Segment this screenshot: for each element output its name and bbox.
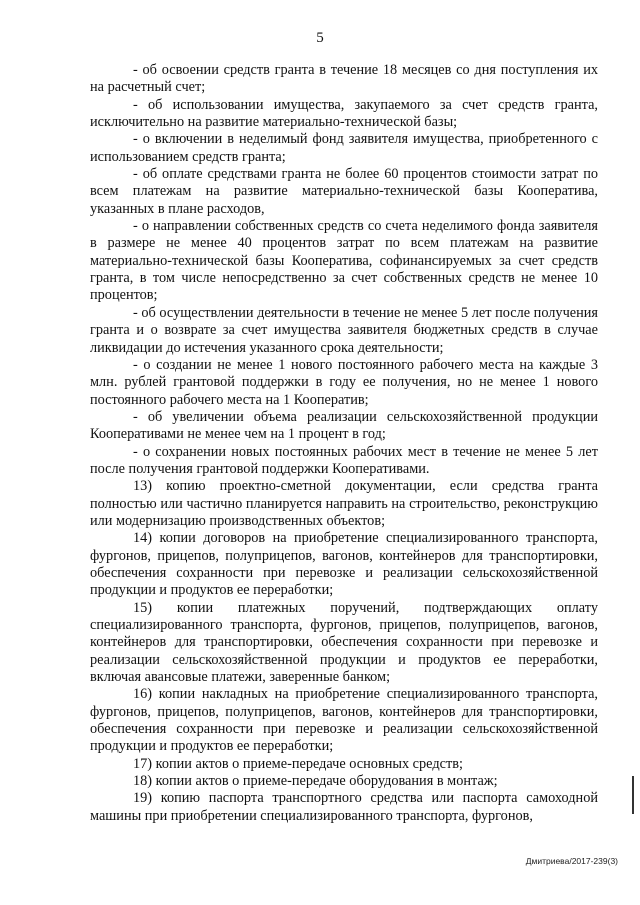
paragraph: - об освоении средств гранта в течение 18 месяцев со дня поступления их на расчетный счет; bbox=[90, 62, 598, 96]
paragraph: - об увеличении объема реализации сельскохозяйственной продукции Кооперативами не менее чем на 1 процент в год; bbox=[90, 408, 598, 443]
paragraph: - о создании не менее 1 нового постоянного рабочего места на каждые 3 млн. рублей грантовой поддержки в году ее получения, но не менее 1 нового постоянного рабочего места на 1 Кооператив; bbox=[90, 356, 598, 408]
scan-edge-mark bbox=[632, 776, 634, 814]
paragraph: 15) копии платежных поручений, подтверждающих оплату специализированного транспорта, фургонов, прицепов, полуприцепов, вагонов, контейнеров для транспортировки, обеспечения сохранности при перевозке и реализации сельскохозяйственной продукции и продуктов ее переработки, включая авансовые платежи, заверенные банком; bbox=[90, 599, 598, 686]
paragraph: - об осуществлении деятельности в течение не менее 5 лет после получения гранта и о возврате за счет имущества заявителя бюджетных средств в случае ликвидации до истечения указанного срока деятельности; bbox=[90, 304, 598, 356]
footer-document-code: Дмитриева/2017-239(3) bbox=[525, 856, 618, 866]
paragraph: - о сохранении новых постоянных рабочих мест в течение не менее 5 лет после получения грантовой поддержки Кооперативами. bbox=[90, 443, 598, 477]
paragraph: - о включении в неделимый фонд заявителя имущества, приобретенного с использованием средств гранта; bbox=[90, 131, 598, 165]
page-number: 5 bbox=[316, 30, 324, 46]
paragraph: 18) копии актов о приеме-передаче оборудования в монтаж; bbox=[133, 773, 498, 790]
paragraph: - об использовании имущества, закупаемого за счет средств гранта, исключительно на развитие материально-технической базы; bbox=[90, 96, 598, 131]
paragraph: 16) копии накладных на приобретение специализированного транспорта, фургонов, прицепов, полуприцепов, вагонов, контейнеров для транспортировки, обеспечения сохранности при перевозке и реализации сельскохозяйственной продукции и продуктов ее переработки; bbox=[90, 686, 598, 755]
paragraph: 19) копию паспорта транспортного средства или паспорта самоходной машины при приобретении специализированного транспорта, фургонов, bbox=[90, 790, 598, 824]
paragraph: - об оплате средствами гранта не более 60 процентов стоимости затрат по всем платежам на развитие материально-технической базы Кооператива, указанных в плане расходов, bbox=[90, 166, 598, 217]
paragraph: - о направлении собственных средств со счета неделимого фонда заявителя в размере не менее 40 процентов затрат по всем платежам на развитие материально-технической базы Кооператива, софинансируемых за счет средств гранта, в том числе непосредственно за счет собственных средств не менее 10 процентов; bbox=[90, 218, 598, 304]
paragraph: 17) копии актов о приеме-передаче основных средств; bbox=[133, 755, 463, 772]
paragraph: 13) копию проектно-сметной документации, если средства гранта полностью или частично планируется направить на строительство, реконструкцию или модернизацию производственных объектов; bbox=[90, 478, 598, 529]
document-body bbox=[90, 62, 598, 825]
paragraph: 14) копии договоров на приобретение специализированного транспорта, фургонов, прицепов, полуприцепов, вагонов, контейнеров для транспортировки, обеспечения сохранности при перевозке и реализации сельскохозяйственной продукции и продуктов ее переработки; bbox=[90, 530, 598, 599]
